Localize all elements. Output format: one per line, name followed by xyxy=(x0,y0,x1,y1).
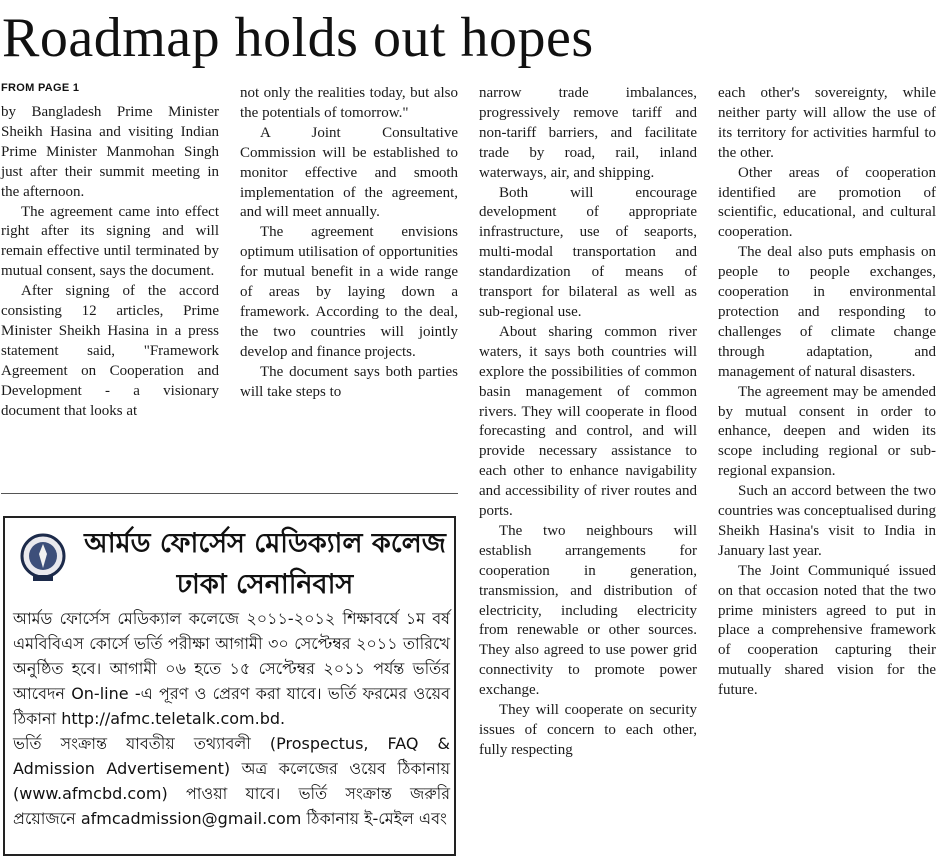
paragraph: Such an accord between the two countries was conceptualised during Sheikh Hasina's visit to India in January last year. xyxy=(718,483,936,559)
article-column-1 xyxy=(1,103,219,422)
paragraph: The two neighbours will establish arrangements for cooperation in generation, transmission, and distribution of electricity, including electricity from renewable or other sources. They also agreed to use power grid connectivity to promote power exchange. xyxy=(479,522,697,699)
paragraph: The agreement envisions optimum utilisation of opportunities for mutual benefit in a wide range of areas by laying down a framework. According to the deal, the two countries will jointly develop and finance projects. xyxy=(240,224,458,360)
kicker-from-page: FROM PAGE 1 xyxy=(1,82,80,94)
paragraph: narrow trade imbalances, progressively remove tariff and non-tariff barriers, and facilitate trade by road, rail, inland waterways, air, and shipping. xyxy=(479,85,697,181)
paragraph: About sharing common river waters, it says both countries will explore the possibilities of common basin management of common rivers. They will cooperate in flood forecasting and control, and will provide necessary assistance to each other to enhance navigability and accessibility of river routes and ports. xyxy=(479,323,697,520)
section-divider xyxy=(1,493,458,494)
paragraph: The agreement may be amended by mutual consent in order to enhance, deepen and widen its scope including regional or sub-regional expansion. xyxy=(718,383,936,480)
article-column-3 xyxy=(479,84,697,761)
paragraph: each other's sovereignty, while neither party will allow the use of its territory for activities harmful to the other. xyxy=(718,85,936,161)
paragraph: Both will encourage development of appropriate infrastructure, use of seaports, multi-modal transportation and standardization of means of transport for bilateral as well as sub-regional use. xyxy=(479,184,697,320)
ad-title: আর্মড ফোর্সেস মেডিক্যাল কলেজ xyxy=(84,528,446,559)
paragraph: A Joint Consultative Commission will be established to monitor effective and smooth implementation of the agreement, and will meet annually. xyxy=(240,124,458,221)
paragraph: The deal also puts emphasis on people to people exchanges, cooperation in environmental protection and responding to challenges of climate change through adaptation, and management of natural disasters. xyxy=(718,244,936,380)
paragraph: After signing of the accord consisting 12 articles, Prime Minister Sheikh Hasina in a press statement said, "Framework Agreement on Cooperation and Development - a visionary document that looks at xyxy=(1,283,219,419)
paragraph: The document says both parties will take steps to xyxy=(240,363,458,400)
ad-body-text xyxy=(13,606,450,831)
paragraph: Other areas of cooperation identified are promotion of scientific, educational, and cultural cooperation. xyxy=(718,164,936,241)
ad-subtitle: ঢাকা সেনানিবাস xyxy=(176,569,354,600)
paragraph: They will cooperate on security issues of concern to each other, fully respecting xyxy=(479,702,697,758)
paragraph: by Bangladesh Prime Minister Sheikh Hasina and visiting Indian Prime Minister Manmohan Singh just after their summit meeting in the afternoon. xyxy=(1,104,219,200)
ad-body-paragraph: ভর্তি সংক্রান্ত যাবতীয় তথ্যাবলী (Prospectus, FAQ & Admission Advertisement) অত্র কলেজের ওয়েব ঠিকানায় (www.afmcbd.com) পাওয়া যাবে। ভর্তি সংক্রান্ত জরুরি প্রয়োজনে afmcadmission@gmail.com ঠিকানায় ই-মেইল এবং xyxy=(13,734,450,828)
college-crest-icon xyxy=(19,530,67,586)
article-column-4 xyxy=(718,84,936,701)
paragraph: The Joint Communiqué issued on that occasion noted that the two prime ministers agreed to put in place a comprehensive framework of cooperation capturing their mutually shared vision for the future. xyxy=(718,562,936,699)
article-column-2 xyxy=(240,84,458,403)
headline: Roadmap holds out hopes xyxy=(2,7,594,69)
paragraph: not only the realities today, but also the potentials of tomorrow." xyxy=(240,85,458,121)
paragraph: The agreement came into effect right after its signing and will remain effective until terminated by mutual consent, says the document. xyxy=(1,203,219,280)
ad-body-paragraph: আর্মড ফোর্সেস মেডিক্যাল কলেজে ২০১১-২০১২ শিক্ষাবর্ষে ১ম বর্ষ এমবিবিএস কোর্সে ভর্তি পরীক্ষা আগামী ৩০ সেপ্টেম্বর ২০১১ তারিখে অনুষ্ঠিত হবে। আগামী ০৬ হতে ১৫ সেপ্টেম্বর ২০১১ পর্যন্ত ভর্তির আবেদন On-line -এ পূরণ ও প্রেরণ করা যাবে। ভর্তি ফরমের ওয়েব ঠিকানা http://afmc.teletalk.com.bd. xyxy=(13,609,450,728)
advertisement-box xyxy=(3,516,456,856)
